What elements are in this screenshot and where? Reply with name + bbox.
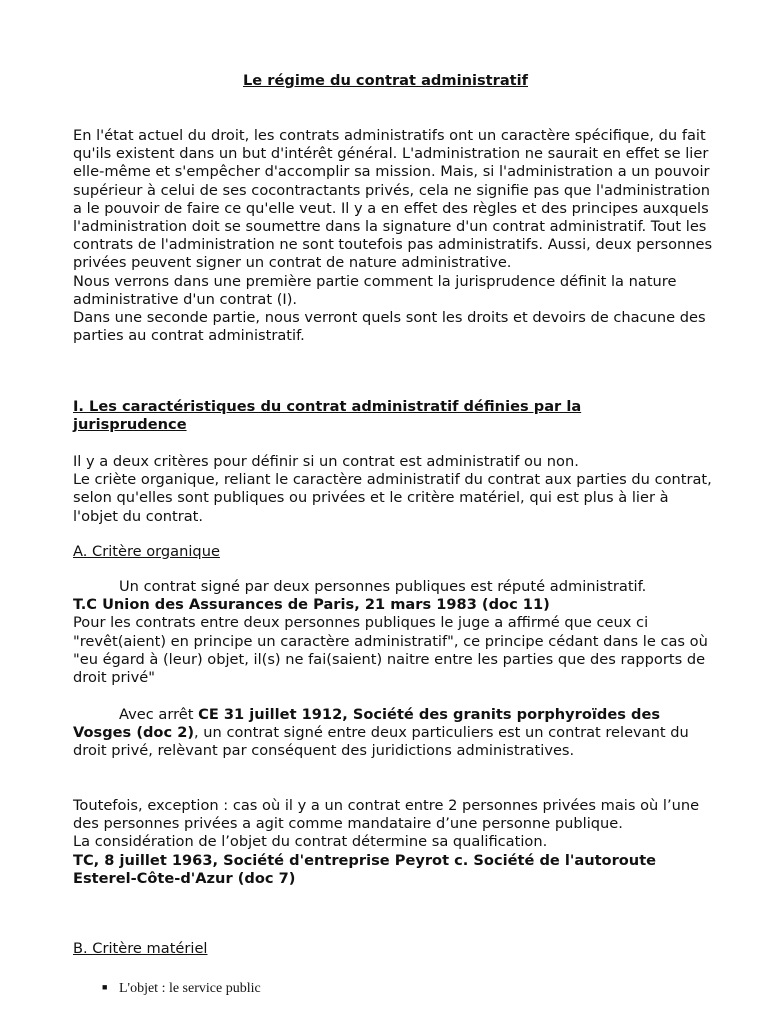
section-1-body bbox=[73, 453, 713, 526]
case-citation-1: T.C Union des Assurances de Paris, 21 mars 1983 (doc 11) bbox=[73, 596, 550, 614]
section-a-body-1 bbox=[73, 578, 713, 687]
intro-paragraph-2: Nous verrons dans une première partie comment la jurisprudence définit la nature administrative d'un contrat (I). bbox=[73, 272, 677, 308]
paragraph-3-intro: Avec arrêt bbox=[119, 706, 199, 723]
section-1 bbox=[73, 398, 713, 434]
section-1-paragraph-1: Il y a deux critères pour définir si un contrat est administratif ou non. bbox=[73, 453, 579, 470]
case-citation-3: TC, 8 juillet 1963, Société d'entreprise Peyrot c. Société de l'autoroute Esterel-Côte-d'Azur (doc 7) bbox=[73, 851, 657, 887]
intro-paragraph-3: Dans une seconde partie, nous verront quels sont les droits et devoirs de chacune des parties au contrat administratif. bbox=[73, 309, 706, 345]
square-bullet-icon: ■ bbox=[102, 982, 108, 992]
section-b-heading: B. Critère matériel bbox=[73, 940, 208, 957]
section-a-paragraph-3 bbox=[73, 706, 713, 761]
section-a-paragraph-2: Pour les contrats entre deux personnes publiques le juge a affirmé que ceux ci "revêt(aient) en principe un caractère administratif", ce principe cédant dans le cas où "eu égard à (leur) objet, il(s) ne fai(saient) naitre entre les parties que des rapports de droit privé" bbox=[73, 614, 708, 687]
section-1-paragraph-2: Le criète organique, reliant le caractère administratif du contrat aux parties du contrat, selon qu'elles sont publiques ou privées et le critère matériel, qui est plus à lier à l'objet du contrat. bbox=[73, 471, 712, 525]
section-a bbox=[73, 543, 713, 561]
section-a-body-2 bbox=[73, 706, 713, 761]
section-b bbox=[73, 940, 713, 958]
section-a-heading: A. Critère organique bbox=[73, 543, 220, 560]
section-a-body-3 bbox=[73, 797, 713, 888]
section-1-heading: I. Les caractéristiques du contrat administratif définies par la jurisprudence bbox=[73, 398, 582, 434]
bullet-list-item bbox=[102, 978, 261, 998]
bullet-text: L'objet : le service public bbox=[119, 981, 261, 996]
case-citation-2: CE 31 juillet 1912, Société des granits porphyroïdes des Vosges (doc 2) bbox=[73, 706, 661, 742]
section-a-paragraph-1: Un contrat signé par deux personnes publiques est réputé administratif. bbox=[119, 578, 647, 595]
section-a-paragraph-4: Toutefois, exception : cas où il y a un contrat entre 2 personnes privées mais où l’une des personnes privées a agit comme mandataire d’une personne publique. bbox=[73, 797, 700, 833]
intro-section bbox=[73, 127, 713, 345]
document-title: Le régime du contrat administratif bbox=[243, 72, 528, 89]
paragraph-3-text: , un contrat signé entre deux particuliers est un contrat relevant du droit privé, relèvant par conséquent des juridictions administratives. bbox=[73, 724, 689, 760]
section-a-paragraph-5: La considération de l’objet du contrat détermine sa qualification. bbox=[73, 833, 548, 851]
intro-paragraph-1: En l'état actuel du droit, les contrats administratifs ont un caractère spécifique, du fait qu'ils existent dans un but d'intérêt général. L'administration ne saurait en effet se lier elle-même et s'empêcher d'accomplir sa mission. Mais, si l'administration a un pouvoir supérieur à celui de ses cocontractants privés, cela ne signifie pas que l'administration a le pouvoir de faire ce qu'elle veut. Il y a en effet des règles et des principes auxquels l'administration doit se soumettre dans la signature d'un contrat administratif. Tout les contrats de l'administration ne sont toutefois pas administratifs. Aussi, deux personnes privées peuvent signer un contrat de nature administrative. bbox=[73, 127, 713, 272]
